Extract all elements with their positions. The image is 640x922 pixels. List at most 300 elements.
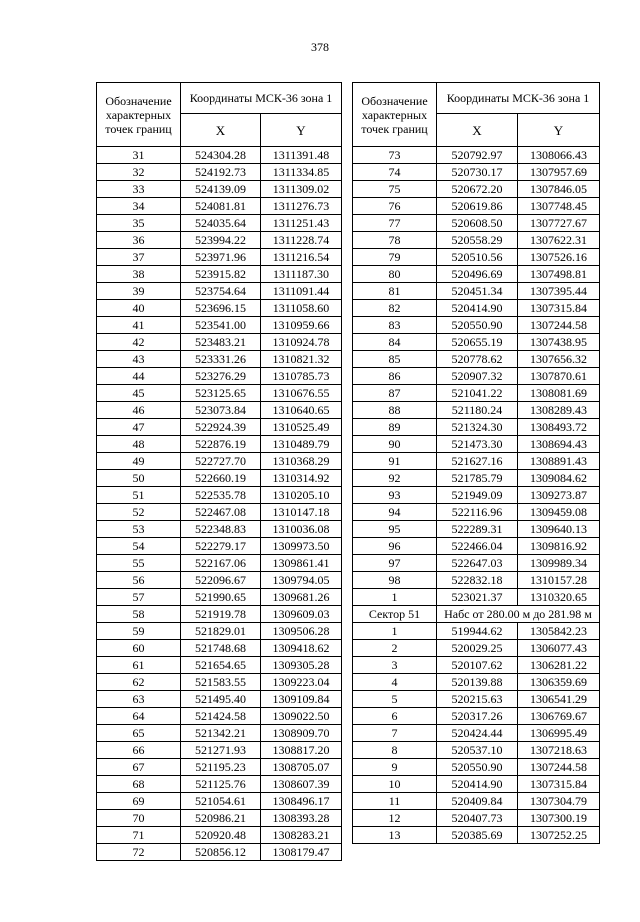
point-id-cell: 43 [97, 351, 181, 368]
point-id-cell: 62 [97, 674, 181, 691]
x-header: X [437, 114, 518, 147]
point-id-cell: 40 [97, 300, 181, 317]
x-coordinate-cell: 520414.90 [437, 300, 518, 317]
table-row [353, 215, 600, 232]
y-coordinate-cell: 1308496.17 [261, 793, 342, 810]
point-id-cell: 56 [97, 572, 181, 589]
point-id-cell: 47 [97, 419, 181, 436]
table-row [353, 793, 600, 810]
y-coordinate-cell: 1310036.08 [261, 521, 342, 538]
point-id-cell: 55 [97, 555, 181, 572]
x-coordinate-cell: 522348.83 [181, 521, 261, 538]
table-row [353, 640, 600, 657]
y-coordinate-cell: 1309794.05 [261, 572, 342, 589]
point-id-cell: 9 [353, 759, 437, 776]
point-id-cell: 60 [97, 640, 181, 657]
point-id-cell: 4 [353, 674, 437, 691]
x-coordinate-cell: 523125.65 [181, 385, 261, 402]
table-row [97, 538, 342, 555]
table-row [97, 589, 342, 606]
y-coordinate-cell: 1307748.45 [518, 198, 600, 215]
x-coordinate-cell: 520317.26 [437, 708, 518, 725]
table-row [353, 419, 600, 436]
y-coordinate-cell: 1307526.16 [518, 249, 600, 266]
point-id-cell: 90 [353, 436, 437, 453]
y-coordinate-cell: 1308891.43 [518, 453, 600, 470]
table-row [353, 572, 600, 589]
y-coordinate-cell: 1311276.73 [261, 198, 342, 215]
y-coordinate-cell: 1310640.65 [261, 402, 342, 419]
table-row [97, 708, 342, 725]
y-coordinate-cell: 1307300.19 [518, 810, 600, 827]
x-coordinate-cell: 520537.10 [437, 742, 518, 759]
table-row [353, 725, 600, 742]
table-row [353, 385, 600, 402]
x-coordinate-cell: 523276.29 [181, 368, 261, 385]
x-coordinate-cell: 521583.55 [181, 674, 261, 691]
y-coordinate-cell: 1307252.25 [518, 827, 600, 844]
point-id-cell: 66 [97, 742, 181, 759]
x-coordinate-cell: 520619.86 [437, 198, 518, 215]
y-coordinate-cell: 1307244.58 [518, 317, 600, 334]
point-id-cell: 81 [353, 283, 437, 300]
y-coordinate-cell: 1311391.48 [261, 147, 342, 164]
y-coordinate-cell: 1307315.84 [518, 300, 600, 317]
y-coordinate-cell: 1308283.21 [261, 827, 342, 844]
point-id-cell: 8 [353, 742, 437, 759]
table-row [97, 402, 342, 419]
table-row [97, 385, 342, 402]
y-coordinate-cell: 1305842.23 [518, 623, 600, 640]
point-id-cell: 57 [97, 589, 181, 606]
y-coordinate-cell: 1311058.60 [261, 300, 342, 317]
table-row [97, 249, 342, 266]
y-coordinate-cell: 1310205.10 [261, 487, 342, 504]
point-id-cell: 10 [353, 776, 437, 793]
table-row [353, 691, 600, 708]
table-row [353, 453, 600, 470]
x-coordinate-cell: 520409.84 [437, 793, 518, 810]
point-id-cell: 92 [353, 470, 437, 487]
y-coordinate-cell: 1307438.95 [518, 334, 600, 351]
y-coordinate-cell: 1309861.41 [261, 555, 342, 572]
point-id-cell: 51 [97, 487, 181, 504]
x-coordinate-cell: 520907.32 [437, 368, 518, 385]
point-id-cell: 98 [353, 572, 437, 589]
y-coordinate-cell: 1309109.84 [261, 691, 342, 708]
table-row [353, 283, 600, 300]
x-coordinate-cell: 521627.16 [437, 453, 518, 470]
x-coordinate-cell: 523971.96 [181, 249, 261, 266]
x-coordinate-cell: 523696.15 [181, 300, 261, 317]
x-coordinate-cell: 520107.62 [437, 657, 518, 674]
table-row [97, 725, 342, 742]
point-id-cell: 74 [353, 164, 437, 181]
table-row [353, 521, 600, 538]
table-row [353, 300, 600, 317]
table-row [97, 555, 342, 572]
y-coordinate-cell: 1310147.18 [261, 504, 342, 521]
y-coordinate-cell: 1307727.67 [518, 215, 600, 232]
y-coordinate-cell: 1308493.72 [518, 419, 600, 436]
y-coordinate-cell: 1308817.20 [261, 742, 342, 759]
x-coordinate-cell: 521748.68 [181, 640, 261, 657]
x-coordinate-cell: 520792.97 [437, 147, 518, 164]
point-id-cell: 13 [353, 827, 437, 844]
y-coordinate-cell: 1311187.30 [261, 266, 342, 283]
coordinates-header: Координаты МСК-36 зона 1 [181, 83, 342, 114]
point-id-cell: 82 [353, 300, 437, 317]
designation-header: Обозначение характерных точек границ [97, 83, 181, 147]
y-coordinate-cell: 1307656.32 [518, 351, 600, 368]
table-row [97, 776, 342, 793]
y-coordinate-cell: 1310489.79 [261, 436, 342, 453]
x-coordinate-cell: 521949.09 [437, 487, 518, 504]
table-row [353, 266, 600, 283]
table-row [97, 691, 342, 708]
y-coordinate-cell: 1306077.43 [518, 640, 600, 657]
x-coordinate-cell: 524081.81 [181, 198, 261, 215]
point-id-cell: 71 [97, 827, 181, 844]
y-coordinate-cell: 1307395.44 [518, 283, 600, 300]
table-row [97, 368, 342, 385]
y-coordinate-cell: 1306281.22 [518, 657, 600, 674]
x-coordinate-cell: 522289.31 [437, 521, 518, 538]
y-coordinate-cell: 1306359.69 [518, 674, 600, 691]
x-coordinate-cell: 522466.04 [437, 538, 518, 555]
point-id-cell: 37 [97, 249, 181, 266]
point-id-cell: 68 [97, 776, 181, 793]
x-coordinate-cell: 523021.37 [437, 589, 518, 606]
y-coordinate-cell: 1310785.73 [261, 368, 342, 385]
x-coordinate-cell: 522116.96 [437, 504, 518, 521]
x-coordinate-cell: 521424.58 [181, 708, 261, 725]
x-coordinate-cell: 522535.78 [181, 487, 261, 504]
table-row [97, 844, 342, 861]
y-coordinate-cell: 1310157.28 [518, 572, 600, 589]
x-coordinate-cell: 524192.73 [181, 164, 261, 181]
y-coordinate-cell: 1309609.03 [261, 606, 342, 623]
point-id-cell: 78 [353, 232, 437, 249]
point-id-cell: 65 [97, 725, 181, 742]
y-coordinate-cell: 1309084.62 [518, 470, 600, 487]
y-coordinate-cell: 1310924.78 [261, 334, 342, 351]
y-header: Y [261, 114, 342, 147]
point-id-cell: 73 [353, 147, 437, 164]
sector-label: Сектор 51 [353, 606, 437, 623]
table-row [353, 623, 600, 640]
x-coordinate-cell: 520550.90 [437, 317, 518, 334]
point-id-cell: 31 [97, 147, 181, 164]
x-coordinate-cell: 521125.76 [181, 776, 261, 793]
table-row [97, 181, 342, 198]
x-coordinate-cell: 524139.09 [181, 181, 261, 198]
x-coordinate-cell: 521180.24 [437, 402, 518, 419]
y-coordinate-cell: 1307957.69 [518, 164, 600, 181]
table-row [97, 419, 342, 436]
table-row [97, 351, 342, 368]
y-coordinate-cell: 1308289.43 [518, 402, 600, 419]
point-id-cell: 1 [353, 589, 437, 606]
point-id-cell: 93 [353, 487, 437, 504]
y-coordinate-cell: 1306541.29 [518, 691, 600, 708]
table-row [97, 453, 342, 470]
point-id-cell: 11 [353, 793, 437, 810]
x-coordinate-cell: 520029.25 [437, 640, 518, 657]
x-coordinate-cell: 520385.69 [437, 827, 518, 844]
y-coordinate-cell: 1307846.05 [518, 181, 600, 198]
table-row [353, 538, 600, 555]
y-coordinate-cell: 1307622.31 [518, 232, 600, 249]
table-row [353, 181, 600, 198]
x-coordinate-cell: 523915.82 [181, 266, 261, 283]
point-id-cell: 86 [353, 368, 437, 385]
x-coordinate-cell: 522660.19 [181, 470, 261, 487]
point-id-cell: 45 [97, 385, 181, 402]
y-coordinate-cell: 1307244.58 [518, 759, 600, 776]
table-row [97, 487, 342, 504]
table-row [97, 623, 342, 640]
table-row [97, 793, 342, 810]
table-row [97, 742, 342, 759]
table-row [353, 470, 600, 487]
x-coordinate-cell: 521324.30 [437, 419, 518, 436]
x-coordinate-cell: 521829.01 [181, 623, 261, 640]
point-id-cell: 53 [97, 521, 181, 538]
x-coordinate-cell: 520550.90 [437, 759, 518, 776]
table-row [353, 402, 600, 419]
point-id-cell: 69 [97, 793, 181, 810]
y-coordinate-cell: 1309640.13 [518, 521, 600, 538]
point-id-cell: 34 [97, 198, 181, 215]
point-id-cell: 2 [353, 640, 437, 657]
point-id-cell: 94 [353, 504, 437, 521]
point-id-cell: 49 [97, 453, 181, 470]
x-coordinate-cell: 520730.17 [437, 164, 518, 181]
y-coordinate-cell: 1307498.81 [518, 266, 600, 283]
y-coordinate-cell: 1308607.39 [261, 776, 342, 793]
x-coordinate-cell: 520672.20 [437, 181, 518, 198]
point-id-cell: 46 [97, 402, 181, 419]
y-coordinate-cell: 1309305.28 [261, 657, 342, 674]
table-row [97, 504, 342, 521]
table-row [97, 470, 342, 487]
x-coordinate-cell: 520920.48 [181, 827, 261, 844]
point-id-cell: 36 [97, 232, 181, 249]
table-row [353, 504, 600, 521]
table-row [353, 232, 600, 249]
point-id-cell: 54 [97, 538, 181, 555]
y-coordinate-cell: 1309273.87 [518, 487, 600, 504]
y-coordinate-cell: 1307218.63 [518, 742, 600, 759]
x-coordinate-cell: 523541.00 [181, 317, 261, 334]
x-coordinate-cell: 520215.63 [437, 691, 518, 708]
x-coordinate-cell: 521271.93 [181, 742, 261, 759]
x-coordinate-cell: 520558.29 [437, 232, 518, 249]
x-coordinate-cell: 522467.08 [181, 504, 261, 521]
point-id-cell: 61 [97, 657, 181, 674]
table-row [97, 215, 342, 232]
y-coordinate-cell: 1307315.84 [518, 776, 600, 793]
y-coordinate-cell: 1307870.61 [518, 368, 600, 385]
y-coordinate-cell: 1309816.92 [518, 538, 600, 555]
point-id-cell: 3 [353, 657, 437, 674]
y-coordinate-cell: 1309223.04 [261, 674, 342, 691]
point-id-cell: 42 [97, 334, 181, 351]
point-id-cell: 87 [353, 385, 437, 402]
table-row [353, 742, 600, 759]
table-row [97, 674, 342, 691]
point-id-cell: 32 [97, 164, 181, 181]
x-coordinate-cell: 524304.28 [181, 147, 261, 164]
x-coordinate-cell: 520778.62 [437, 351, 518, 368]
x-coordinate-cell: 520856.12 [181, 844, 261, 861]
y-coordinate-cell: 1308705.07 [261, 759, 342, 776]
designation-header: Обозначение характерных точек границ [353, 83, 437, 147]
point-id-cell: 72 [97, 844, 181, 861]
table-row [97, 283, 342, 300]
x-coordinate-cell: 521054.61 [181, 793, 261, 810]
x-coordinate-cell: 521919.78 [181, 606, 261, 623]
table-row [353, 147, 600, 164]
x-coordinate-cell: 520407.73 [437, 810, 518, 827]
table-row [97, 164, 342, 181]
point-id-cell: 67 [97, 759, 181, 776]
y-coordinate-cell: 1310368.29 [261, 453, 342, 470]
table-row [97, 657, 342, 674]
point-id-cell: 89 [353, 419, 437, 436]
right-coordinates-table [352, 82, 600, 844]
x-coordinate-cell: 522279.17 [181, 538, 261, 555]
x-coordinate-cell: 523754.64 [181, 283, 261, 300]
x-coordinate-cell: 521195.23 [181, 759, 261, 776]
left-coordinates-table [96, 82, 342, 861]
x-coordinate-cell: 521495.40 [181, 691, 261, 708]
x-coordinate-cell: 520139.88 [437, 674, 518, 691]
x-coordinate-cell: 521654.65 [181, 657, 261, 674]
point-id-cell: 38 [97, 266, 181, 283]
point-id-cell: 80 [353, 266, 437, 283]
y-coordinate-cell: 1308066.43 [518, 147, 600, 164]
point-id-cell: 83 [353, 317, 437, 334]
point-id-cell: 52 [97, 504, 181, 521]
table-row [97, 300, 342, 317]
y-coordinate-cell: 1310525.49 [261, 419, 342, 436]
point-id-cell: 84 [353, 334, 437, 351]
table-row [353, 589, 600, 606]
table-row [97, 436, 342, 453]
coordinates-header: Координаты МСК-36 зона 1 [437, 83, 600, 114]
x-coordinate-cell: 522832.18 [437, 572, 518, 589]
y-coordinate-cell: 1311228.74 [261, 232, 342, 249]
point-id-cell: 50 [97, 470, 181, 487]
point-id-cell: 5 [353, 691, 437, 708]
point-id-cell: 95 [353, 521, 437, 538]
point-id-cell: 97 [353, 555, 437, 572]
x-coordinate-cell: 522876.19 [181, 436, 261, 453]
y-coordinate-cell: 1308081.69 [518, 385, 600, 402]
y-coordinate-cell: 1306769.67 [518, 708, 600, 725]
table-row [353, 351, 600, 368]
table-row [97, 266, 342, 283]
y-coordinate-cell: 1310959.66 [261, 317, 342, 334]
table-row [353, 334, 600, 351]
point-id-cell: 88 [353, 402, 437, 419]
point-id-cell: 1 [353, 623, 437, 640]
x-coordinate-cell: 522924.39 [181, 419, 261, 436]
x-coordinate-cell: 521473.30 [437, 436, 518, 453]
table-row [353, 436, 600, 453]
y-header: Y [518, 114, 600, 147]
y-coordinate-cell: 1308393.28 [261, 810, 342, 827]
point-id-cell: 39 [97, 283, 181, 300]
x-header: X [181, 114, 261, 147]
table-row [353, 198, 600, 215]
x-coordinate-cell: 523483.21 [181, 334, 261, 351]
point-id-cell: 70 [97, 810, 181, 827]
table-row [353, 555, 600, 572]
x-coordinate-cell: 520451.34 [437, 283, 518, 300]
y-coordinate-cell: 1308694.43 [518, 436, 600, 453]
table-row [353, 164, 600, 181]
x-coordinate-cell: 522727.70 [181, 453, 261, 470]
page-number: 378 [311, 40, 329, 54]
table-row [97, 521, 342, 538]
point-id-cell: 59 [97, 623, 181, 640]
y-coordinate-cell: 1310821.32 [261, 351, 342, 368]
x-coordinate-cell: 520424.44 [437, 725, 518, 742]
point-id-cell: 85 [353, 351, 437, 368]
x-coordinate-cell: 520655.19 [437, 334, 518, 351]
point-id-cell: 63 [97, 691, 181, 708]
x-coordinate-cell: 520414.90 [437, 776, 518, 793]
y-coordinate-cell: 1308909.70 [261, 725, 342, 742]
y-coordinate-cell: 1311216.54 [261, 249, 342, 266]
point-id-cell: 79 [353, 249, 437, 266]
table-row [353, 708, 600, 725]
y-coordinate-cell: 1311091.44 [261, 283, 342, 300]
y-coordinate-cell: 1308179.47 [261, 844, 342, 861]
x-coordinate-cell: 521785.79 [437, 470, 518, 487]
table-row [353, 776, 600, 793]
y-coordinate-cell: 1309506.28 [261, 623, 342, 640]
table-row [97, 827, 342, 844]
y-coordinate-cell: 1307304.79 [518, 793, 600, 810]
x-coordinate-cell: 522167.06 [181, 555, 261, 572]
y-coordinate-cell: 1309022.50 [261, 708, 342, 725]
y-coordinate-cell: 1310314.92 [261, 470, 342, 487]
x-coordinate-cell: 523994.22 [181, 232, 261, 249]
table-row [353, 368, 600, 385]
point-id-cell: 75 [353, 181, 437, 198]
point-id-cell: 76 [353, 198, 437, 215]
x-coordinate-cell: 523331.26 [181, 351, 261, 368]
point-id-cell: 91 [353, 453, 437, 470]
table-row [353, 657, 600, 674]
table-row [97, 572, 342, 589]
point-id-cell: 12 [353, 810, 437, 827]
point-id-cell: 6 [353, 708, 437, 725]
table-row [97, 334, 342, 351]
point-id-cell: 33 [97, 181, 181, 198]
table-row [353, 810, 600, 827]
table-row [353, 487, 600, 504]
table-row [97, 147, 342, 164]
point-id-cell: 44 [97, 368, 181, 385]
table-row [97, 640, 342, 657]
y-coordinate-cell: 1311309.02 [261, 181, 342, 198]
point-id-cell: 35 [97, 215, 181, 232]
